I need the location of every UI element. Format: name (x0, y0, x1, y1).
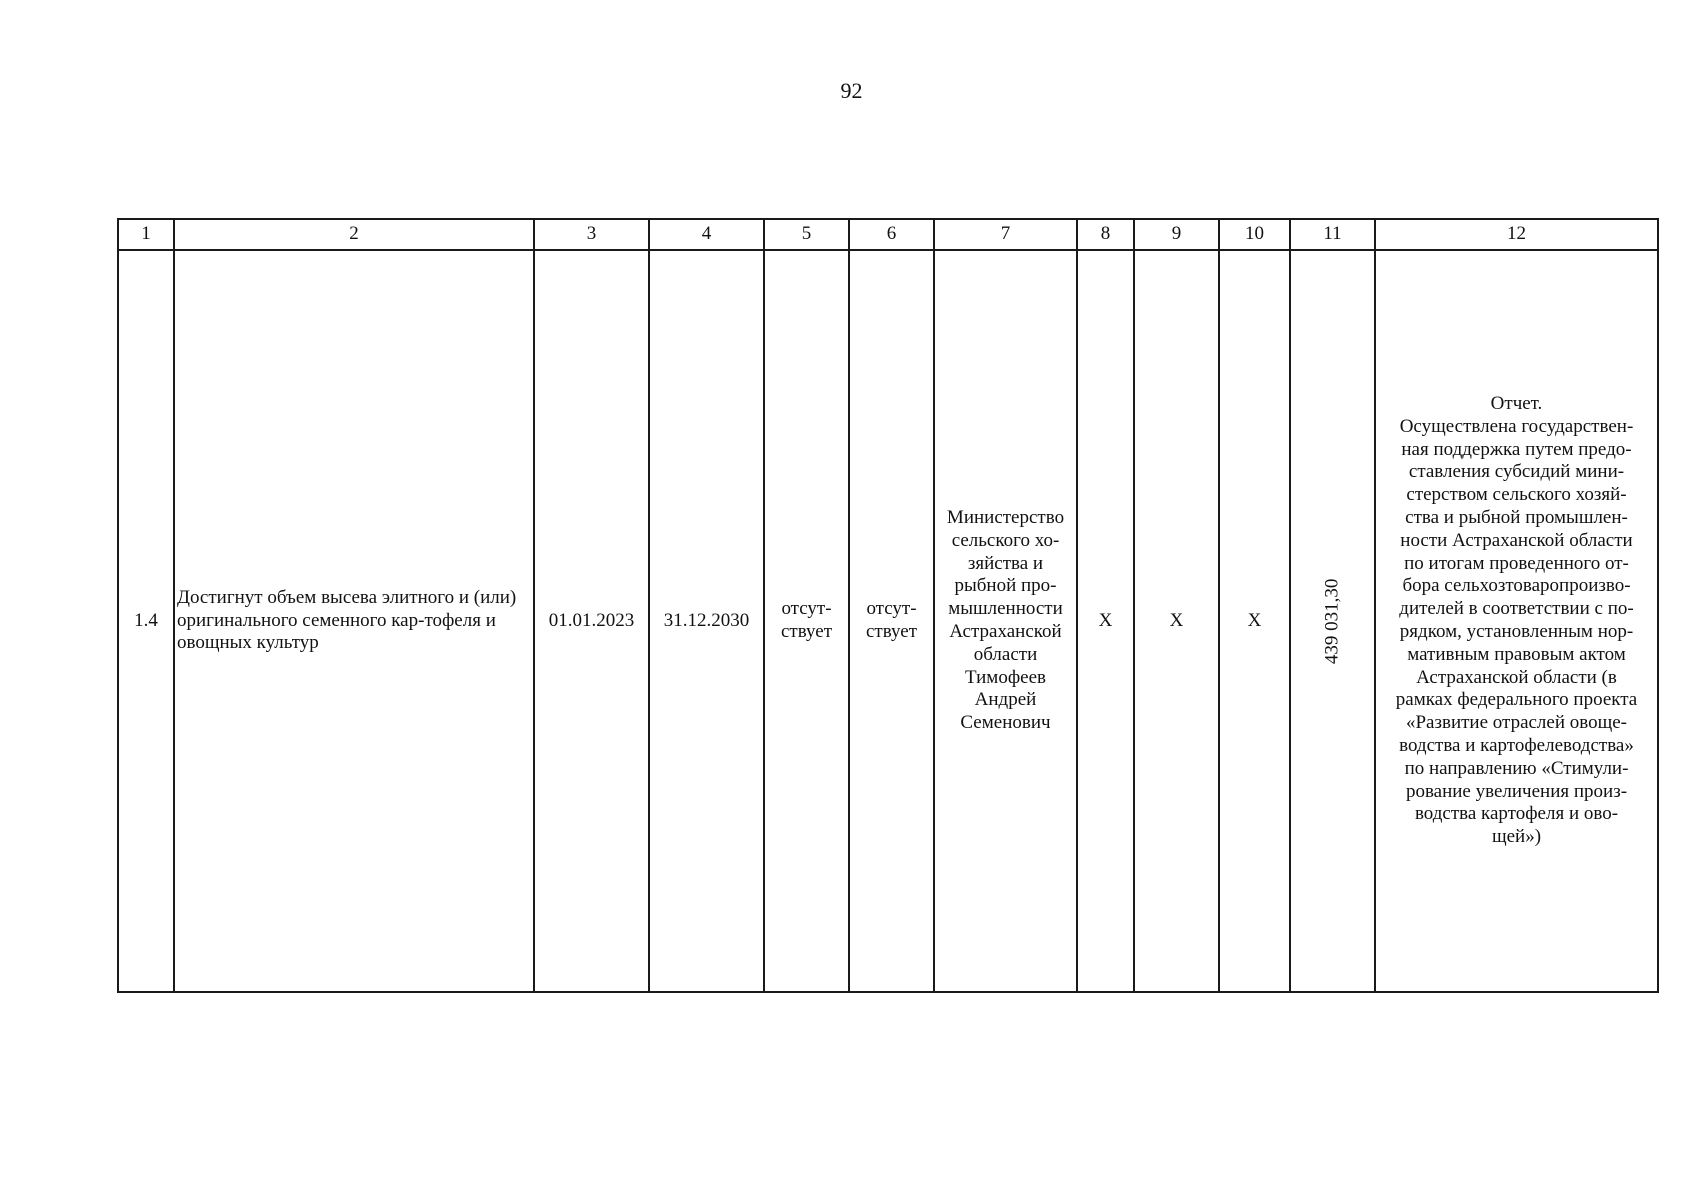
row-col9: X (1134, 250, 1219, 992)
row-start-date: 01.01.2023 (534, 250, 649, 992)
header-cell-4: 4 (649, 219, 764, 250)
report-table (117, 218, 1659, 993)
row-col5: отсут- ствует (764, 250, 849, 992)
table-row (118, 250, 1658, 992)
row-amount-cell (1290, 250, 1375, 992)
header-cell-6: 6 (849, 219, 934, 250)
page-number: 92 (840, 78, 863, 103)
header-cell-9: 9 (1134, 219, 1219, 250)
header-row (118, 219, 1658, 250)
row-end-date: 31.12.2030 (649, 250, 764, 992)
row-number: 1.4 (118, 250, 174, 992)
row-note: Отчет. Осуществлена государствен- ная поддержка путем предо- ставления субсидий мини- стерством сельского хозяй- ства и рыбной промышлен- ности Астраханской области по итогам проведенного от- бора сельхозтоваропроизво- дителей в соответствии с по- рядком, установленным нор- мативным правовым актом Астраханской области (в рамках федерального проекта «Развитие отраслей овоще- водства и картофелеводства» по направлению «Стимули- рование увеличения произ- водства картофеля и ово- щей») (1375, 250, 1658, 992)
row-responsible: Министерство сельского хо- зяйства и рыбной про- мышленности Астраханской области Тимофеев Андрей Семенович (934, 250, 1077, 992)
header-cell-2: 2 (174, 219, 534, 250)
row-description: Достигнут объем высева элитного и (или) оригинального семенного кар-тофеля и овощных культур (174, 250, 534, 992)
row-amount: 439 031,30 (1321, 578, 1343, 664)
header-cell-8: 8 (1077, 219, 1134, 250)
row-col10: X (1219, 250, 1290, 992)
header-cell-12: 12 (1375, 219, 1658, 250)
header-cell-10: 10 (1219, 219, 1290, 250)
header-cell-7: 7 (934, 219, 1077, 250)
row-col8: X (1077, 250, 1134, 992)
header-cell-11: 11 (1290, 219, 1375, 250)
header-cell-3: 3 (534, 219, 649, 250)
header-cell-1: 1 (118, 219, 174, 250)
row-col6: отсут- ствует (849, 250, 934, 992)
header-cell-5: 5 (764, 219, 849, 250)
